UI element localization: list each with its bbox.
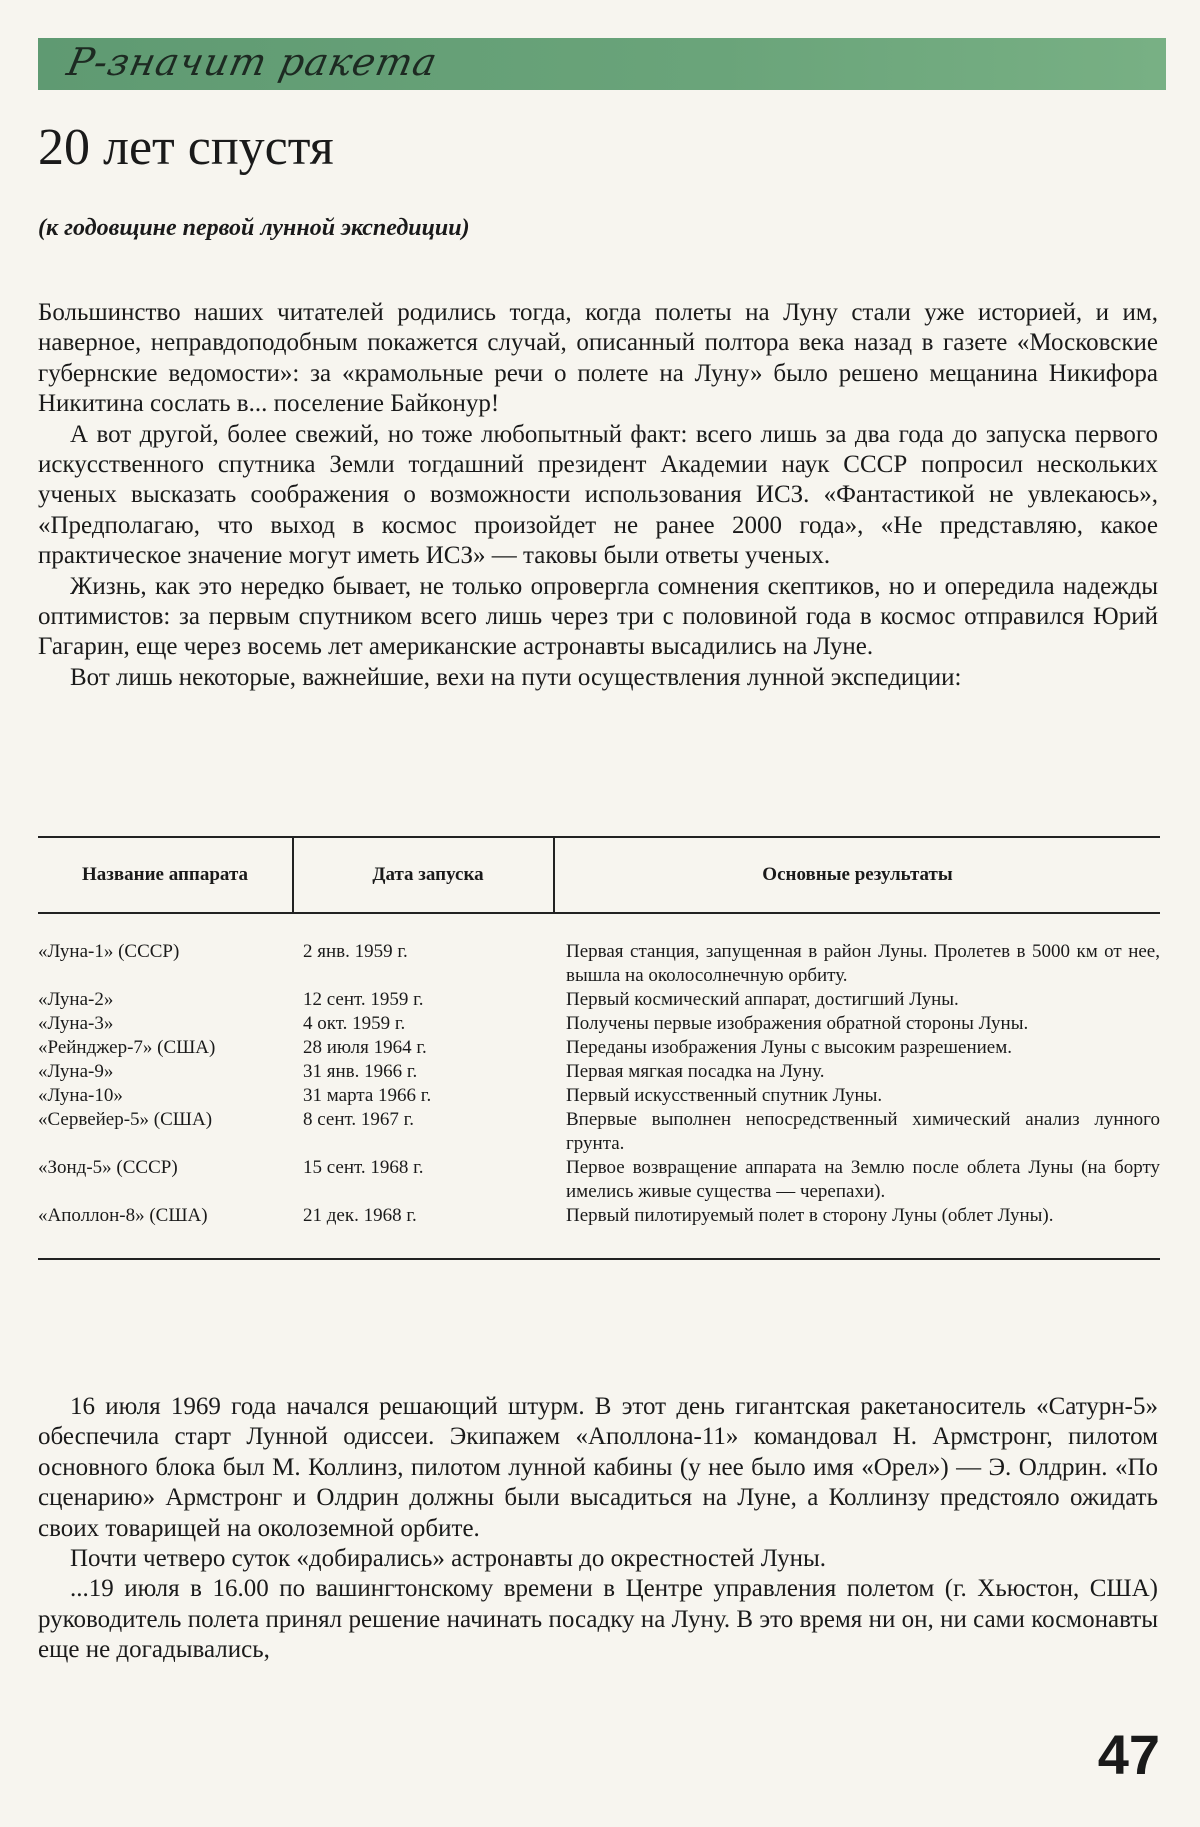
lunar-missions-table — [38, 836, 1160, 1260]
column-header-name: Название аппарата — [38, 837, 293, 913]
cell-result: Впервые выполнен непосредственный химический анализ лунного грунта. — [566, 1109, 1160, 1154]
intro-text — [38, 298, 1158, 693]
cell-name: «Луна-3» — [38, 1013, 114, 1034]
cell-name: «Зонд-5» (СССР) — [38, 1157, 178, 1178]
table-row — [38, 1012, 1160, 1036]
cell-result: Первая станция, запущенная в район Луны. Пролетев в 5000 км от нее, вышла на околосолнечную орбиту. — [566, 941, 1160, 986]
page-number: 47 — [1097, 1723, 1160, 1786]
table-row — [38, 1084, 1160, 1108]
cell-result: Первый пилотируемый полет в сторону Луны (облет Луны). — [566, 1205, 1054, 1226]
paragraph: Жизнь, как это нередко бывает, не только опровергла сомнения скептиков, но и опередила надежды оптимистов: за первым спутником всего лишь через три с половиной года в космос отправился Юрий Гагарин, еще через восемь лет американские астронавты высадились на Луне. — [38, 572, 1158, 661]
cell-name: «Луна-2» — [38, 989, 114, 1010]
cell-date: 8 сент. 1967 г. — [303, 1109, 415, 1130]
table-row — [38, 1156, 1160, 1204]
cell-date: 2 янв. 1959 г. — [303, 941, 408, 962]
table-row — [38, 988, 1160, 1012]
table-row — [38, 1036, 1160, 1060]
cell-date: 31 марта 1966 г. — [303, 1085, 432, 1106]
cell-result: Получены первые изображения обратной стороны Луны. — [566, 1013, 1029, 1034]
article-subtitle: (к годовщине первой лунной экспедиции) — [38, 215, 470, 241]
paragraph: Большинство наших читателей родились тогда, когда полеты на Луну стали уже историей, и им, наверное, неправдоподобным покажется случай, описанный полтора века назад в газете «Московские губернские ведомости»: за «крамольные речи о полете на Луну» было решено мещанина Никифора Никитина сослать в... поселение Байконур! — [38, 299, 1158, 418]
table-row — [38, 1060, 1160, 1084]
column-header-results: Основные результаты — [554, 837, 1160, 913]
paragraph: А вот другой, более свежий, но тоже любопытный факт: всего лишь за два года до запуска первого искусственного спутника Земли тогдашний президент Академии наук СССР попросил нескольких ученых высказать соображения о возможности использования ИСЗ. «Фантастикой не увлекаюсь», «Предполагаю, что выход в космос произойдет не ранее 2000 года», «Не представляю, какое практическое значение могут иметь ИСЗ» — таковы были ответы ученых. — [38, 420, 1158, 570]
cell-date: 31 янв. 1966 г. — [303, 1061, 418, 1082]
table-row — [38, 1108, 1160, 1156]
cell-result: Переданы изображения Луны с высоким разрешением. — [566, 1037, 1013, 1058]
cell-name: «Рейнджер-7» (США) — [38, 1037, 216, 1058]
article-title: 20 лет спустя — [38, 119, 334, 176]
cell-result: Первый космический аппарат, достигший Луны. — [566, 989, 959, 1010]
outro-text — [38, 1392, 1158, 1666]
paragraph: Почти четверо суток «добирались» астронавты до окрестностей Луны. — [70, 1545, 827, 1573]
cell-result: Первое возвращение аппарата на Землю после облета Луны (на борту имелись живые существа — черепахи). — [566, 1157, 1160, 1202]
cell-name: «Аполлон-8» (США) — [38, 1205, 208, 1226]
cell-date: 15 сент. 1968 г. — [303, 1157, 424, 1178]
banner-handwritten-title: Р-значит ракета — [63, 40, 442, 84]
cell-date: 12 сент. 1959 г. — [303, 989, 424, 1010]
table-row — [38, 913, 1160, 988]
paragraph: ...19 июля в 16.00 по вашингтонскому времени в Центре управления полетом (г. Хьюстон, США) руководитель полета принял решение начинать посадку на Луну. В это время ни он, ни сами космонавты еще не догадывались, — [38, 1575, 1158, 1664]
cell-date: 4 окт. 1959 г. — [303, 1013, 406, 1034]
paragraph: 16 июля 1969 года начался решающий штурм. В этот день гигантская ракетаноситель «Сатурн-5» обеспечила старт Лунной одиссеи. Экипажем «Аполлона-11» командовал Н. Армстронг, пилотом основного блока был М. Коллинз, пилотом лунной кабины (у нее было имя «Орел») — Э. Олдрин. «По сценарию» Армстронг и Олдрин должны были высадиться на Луне, а Коллинзу предстояло ожидать своих товарищей на околоземной орбите. — [38, 1393, 1158, 1542]
table-row — [38, 1204, 1160, 1259]
cell-date: 28 июля 1964 г. — [303, 1037, 427, 1058]
section-banner — [38, 38, 1166, 90]
cell-name: «Сервейер-5» (США) — [38, 1109, 213, 1130]
cell-name: «Луна-9» — [38, 1061, 114, 1082]
table-header-row — [38, 837, 1160, 913]
cell-result: Первый искусственный спутник Луны. — [566, 1085, 883, 1106]
cell-result: Первая мягкая посадка на Луну. — [566, 1061, 825, 1082]
table-bottom-rule — [38, 1259, 1160, 1260]
paragraph: Вот лишь некоторые, важнейшие, вехи на пути осуществления лунной экспедиции: — [70, 663, 962, 691]
column-header-date: Дата запуска — [293, 837, 554, 913]
cell-date: 21 дек. 1968 г. — [303, 1205, 417, 1226]
cell-name: «Луна-10» — [38, 1085, 123, 1106]
cell-name: «Луна-1» (СССР) — [38, 941, 180, 962]
